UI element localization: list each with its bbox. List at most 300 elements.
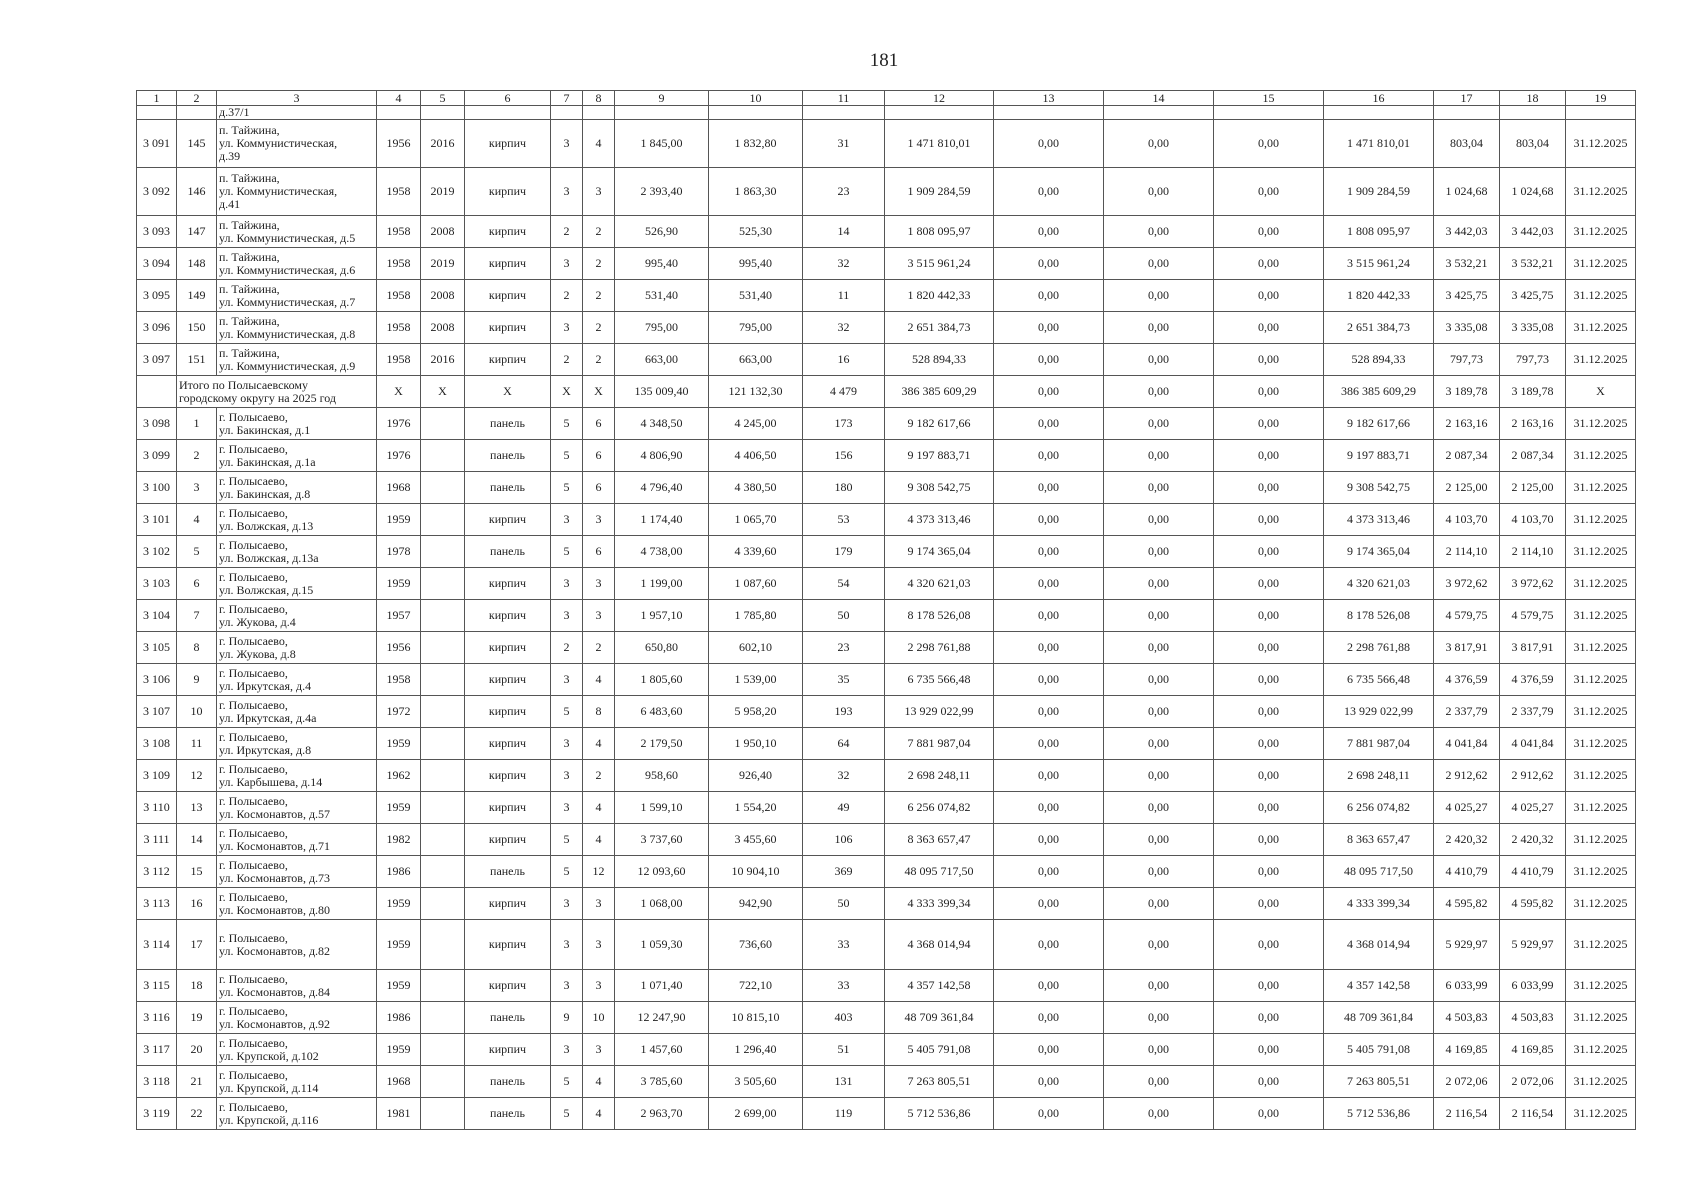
table-cell: 9 174 365,04 <box>1324 536 1434 568</box>
table-cell: 6 483,60 <box>615 696 709 728</box>
table-cell: 4 410,79 <box>1434 856 1500 888</box>
table-cell: 4 348,50 <box>615 408 709 440</box>
table-cell: 0,00 <box>1104 280 1214 312</box>
table-cell: 0,00 <box>1214 408 1324 440</box>
table-cell: 119 <box>803 1098 885 1130</box>
table-cell: кирпич <box>465 1034 551 1066</box>
table-cell: 6 <box>583 408 615 440</box>
table-cell: 11 <box>177 728 217 760</box>
table-cell: кирпич <box>465 632 551 664</box>
table-cell: кирпич <box>465 696 551 728</box>
table-cell: 0,00 <box>1104 1098 1214 1130</box>
table-cell: 31.12.2025 <box>1566 792 1636 824</box>
table-cell: 3 515 961,24 <box>885 248 994 280</box>
table-cell: 958,60 <box>615 760 709 792</box>
table-cell: 1972 <box>377 696 421 728</box>
table-cell <box>421 536 465 568</box>
table-cell: кирпич <box>465 970 551 1002</box>
table-cell: 3 107 <box>137 696 177 728</box>
address-cell <box>217 408 377 440</box>
table-cell: 5 <box>551 824 583 856</box>
table-cell: 1 071,40 <box>615 970 709 1002</box>
cell-line: г. Полысаево, <box>219 889 288 904</box>
table-row <box>137 728 1636 760</box>
cell-line: д.37/1 <box>219 105 250 119</box>
table-cell: 6 <box>583 472 615 504</box>
table-cell: 7 263 805,51 <box>1324 1066 1434 1098</box>
table-cell: кирпич <box>465 600 551 632</box>
table-cell: 2008 <box>421 312 465 344</box>
table-cell: 156 <box>803 440 885 472</box>
table-cell: 1 296,40 <box>709 1034 803 1066</box>
table-cell: 3 104 <box>137 600 177 632</box>
cell-line: ул. Иркутская, д.4а <box>219 710 317 725</box>
table-cell: 1976 <box>377 408 421 440</box>
table-cell <box>421 728 465 760</box>
cell-line: ул. Волжская, д.13 <box>219 518 314 533</box>
table-cell: 0,00 <box>1104 632 1214 664</box>
table-cell: 6 033,99 <box>1434 970 1500 1002</box>
table-cell: 995,40 <box>615 248 709 280</box>
table-cell: 1 863,30 <box>709 168 803 216</box>
table-cell <box>1434 106 1500 120</box>
table-cell: 803,04 <box>1434 120 1500 168</box>
table-cell: 3 515 961,24 <box>1324 248 1434 280</box>
cell-line: г. Полысаево, <box>219 825 288 840</box>
table-cell: 0,00 <box>1104 1034 1214 1066</box>
table-cell: кирпич <box>465 280 551 312</box>
table-cell: 4 025,27 <box>1434 792 1500 824</box>
table-cell: 2 912,62 <box>1500 760 1566 792</box>
table-cell: 193 <box>803 696 885 728</box>
table-cell: 3 <box>551 970 583 1002</box>
table-cell <box>137 376 177 408</box>
table-cell: 3 532,21 <box>1434 248 1500 280</box>
table-cell: 5 712 536,86 <box>1324 1098 1434 1130</box>
table-row <box>137 106 1636 120</box>
table-cell: 2 698 248,11 <box>885 760 994 792</box>
table-cell: 803,04 <box>1500 120 1566 168</box>
table-cell: 2019 <box>421 168 465 216</box>
table-cell: 2 087,34 <box>1500 440 1566 472</box>
table-cell: 3 <box>551 248 583 280</box>
table-cell: 0,00 <box>1214 440 1324 472</box>
table-cell: 0,00 <box>1214 376 1324 408</box>
table-cell: 4 595,82 <box>1434 888 1500 920</box>
table-cell: 1959 <box>377 728 421 760</box>
table-cell: 4 320 621,03 <box>1324 568 1434 600</box>
table-cell: 3 <box>551 312 583 344</box>
table-cell: 1 539,00 <box>709 664 803 696</box>
table-cell: 2 116,54 <box>1434 1098 1500 1130</box>
table-cell: 0,00 <box>1104 120 1214 168</box>
table-cell: 15 <box>177 856 217 888</box>
table-cell: 3 096 <box>137 312 177 344</box>
table-cell: 1 068,00 <box>615 888 709 920</box>
table-cell: 2 337,79 <box>1434 696 1500 728</box>
table-cell: 4 <box>583 728 615 760</box>
address-cell <box>217 248 377 280</box>
table-cell <box>885 106 994 120</box>
table-cell: 3 455,60 <box>709 824 803 856</box>
table-cell: 2 698 248,11 <box>1324 760 1434 792</box>
table-cell: 3 <box>551 760 583 792</box>
cell-line: ул. Коммунистическая, д.7 <box>219 294 356 309</box>
table-cell: 1968 <box>377 472 421 504</box>
table-cell: 0,00 <box>1104 824 1214 856</box>
cell-line: ул. Жукова, д.8 <box>219 646 296 661</box>
table-cell: 995,40 <box>709 248 803 280</box>
column-number: 6 <box>465 91 551 106</box>
cell-line: ул. Космонавтов, д.84 <box>219 984 331 999</box>
total-row <box>137 376 1636 408</box>
table-cell: 0,00 <box>994 1002 1104 1034</box>
table-cell: 33 <box>803 920 885 970</box>
table-cell: 2 420,32 <box>1500 824 1566 856</box>
table-cell: 0,00 <box>994 696 1104 728</box>
column-number: 4 <box>377 91 421 106</box>
table-cell: 31.12.2025 <box>1566 1066 1636 1098</box>
table-cell: 149 <box>177 280 217 312</box>
table-cell: 3 817,91 <box>1434 632 1500 664</box>
table-cell: 0,00 <box>1214 120 1324 168</box>
table-cell: 1 599,10 <box>615 792 709 824</box>
table-cell: 8 178 526,08 <box>1324 600 1434 632</box>
table-cell: 736,60 <box>709 920 803 970</box>
address-cell <box>217 344 377 376</box>
table-cell: 0,00 <box>994 536 1104 568</box>
table-cell: 31.12.2025 <box>1566 536 1636 568</box>
table-cell: 3 098 <box>137 408 177 440</box>
table-cell: 3 110 <box>137 792 177 824</box>
table-cell: 0,00 <box>994 168 1104 216</box>
table-cell: 3 425,75 <box>1500 280 1566 312</box>
table-row <box>137 632 1636 664</box>
column-number: 3 <box>217 91 377 106</box>
table-cell <box>1566 106 1636 120</box>
table-cell: 0,00 <box>1104 312 1214 344</box>
table-cell: 2 116,54 <box>1500 1098 1566 1130</box>
table-cell: 31.12.2025 <box>1566 408 1636 440</box>
table-cell: 926,40 <box>709 760 803 792</box>
cell-line: г. Полысаево, <box>219 441 288 456</box>
table-cell: 4 320 621,03 <box>885 568 994 600</box>
table-row <box>137 760 1636 792</box>
table-cell: 4 406,50 <box>709 440 803 472</box>
table-cell: панель <box>465 536 551 568</box>
table-cell: 5 <box>551 696 583 728</box>
table-cell: 3 112 <box>137 856 177 888</box>
table-cell: 31.12.2025 <box>1566 888 1636 920</box>
table-row <box>137 504 1636 536</box>
table-cell <box>421 1002 465 1034</box>
table-cell: 0,00 <box>1104 664 1214 696</box>
table-cell: 0,00 <box>1104 408 1214 440</box>
table-cell <box>803 106 885 120</box>
cell-line: ул. Иркутская, д.4 <box>219 678 312 693</box>
table-cell: 8 363 657,47 <box>885 824 994 856</box>
table-cell: 0,00 <box>1214 888 1324 920</box>
table-cell: кирпич <box>465 312 551 344</box>
cell-line: г. Полысаево, <box>219 930 288 945</box>
table-row <box>137 216 1636 248</box>
table-cell <box>377 106 421 120</box>
table-cell: 5 <box>551 472 583 504</box>
table-cell: 6 256 074,82 <box>885 792 994 824</box>
table-cell: 31.12.2025 <box>1566 1002 1636 1034</box>
table-cell: 179 <box>803 536 885 568</box>
table-cell: 1 808 095,97 <box>885 216 994 248</box>
table-cell: 31.12.2025 <box>1566 970 1636 1002</box>
table-cell: 942,90 <box>709 888 803 920</box>
table-cell: 3 108 <box>137 728 177 760</box>
address-cell <box>217 312 377 344</box>
table-cell: 3 335,08 <box>1434 312 1500 344</box>
table-cell: 4 796,40 <box>615 472 709 504</box>
table-cell: 31.12.2025 <box>1566 920 1636 970</box>
table-cell <box>421 888 465 920</box>
table-cell: 5 <box>551 856 583 888</box>
cell-line: ул. Бакинская, д.1а <box>219 454 316 469</box>
table-cell: 0,00 <box>1104 504 1214 536</box>
table-cell: 146 <box>177 168 217 216</box>
table-cell: 48 709 361,84 <box>885 1002 994 1034</box>
table-cell: 4 376,59 <box>1434 664 1500 696</box>
table-cell: 2 <box>583 280 615 312</box>
address-cell <box>217 472 377 504</box>
table-cell: 1 087,60 <box>709 568 803 600</box>
table-cell: 3 094 <box>137 248 177 280</box>
table-cell: 9 <box>551 1002 583 1034</box>
table-cell: 2 179,50 <box>615 728 709 760</box>
table-cell: 3 091 <box>137 120 177 168</box>
table-cell: 1959 <box>377 888 421 920</box>
table-cell: 0,00 <box>1214 168 1324 216</box>
cell-line: ул. Коммунистическая, д.5 <box>219 230 356 245</box>
table-cell <box>421 792 465 824</box>
table-cell: 2 <box>551 632 583 664</box>
table-cell: X <box>551 376 583 408</box>
table-cell: 49 <box>803 792 885 824</box>
table-cell: X <box>583 376 615 408</box>
column-number: 2 <box>177 91 217 106</box>
table-cell: панель <box>465 1002 551 1034</box>
address-cell <box>217 970 377 1002</box>
address-cell <box>217 1002 377 1034</box>
table-cell: 3 <box>583 568 615 600</box>
table-cell: 1 059,30 <box>615 920 709 970</box>
table-cell: 2 298 761,88 <box>885 632 994 664</box>
table-cell: 50 <box>803 888 885 920</box>
table-cell: 3 442,03 <box>1500 216 1566 248</box>
table-cell: 1958 <box>377 216 421 248</box>
table-cell: 0,00 <box>994 216 1104 248</box>
table-cell: 650,80 <box>615 632 709 664</box>
table-cell: 20 <box>177 1034 217 1066</box>
table-cell: 3 102 <box>137 536 177 568</box>
table-cell: 6 <box>177 568 217 600</box>
table-cell: 3 103 <box>137 568 177 600</box>
table-cell: 4 357 142,58 <box>885 970 994 1002</box>
table-cell: 2 087,34 <box>1434 440 1500 472</box>
table-cell: 0,00 <box>1104 970 1214 1002</box>
table-cell: 0,00 <box>1104 728 1214 760</box>
table-cell: 3 <box>583 600 615 632</box>
table-cell: 1959 <box>377 568 421 600</box>
table-cell: 10 815,10 <box>709 1002 803 1034</box>
cell-line: п. Тайжина, <box>219 281 280 296</box>
table-cell: 4 376,59 <box>1500 664 1566 696</box>
table-cell: 4 103,70 <box>1500 504 1566 536</box>
table-cell: 0,00 <box>1214 472 1324 504</box>
housing-register-table <box>136 90 1636 1130</box>
table-cell: 1 950,10 <box>709 728 803 760</box>
cell-line: ул. Коммунистическая, д.8 <box>219 326 356 341</box>
table-cell: 1982 <box>377 824 421 856</box>
table-cell: 7 263 805,51 <box>885 1066 994 1098</box>
column-number: 10 <box>709 91 803 106</box>
table-cell: 3 109 <box>137 760 177 792</box>
cell-line: ул. Коммунистическая, <box>219 184 338 198</box>
table-cell: 0,00 <box>1104 376 1214 408</box>
table-cell: 0,00 <box>994 920 1104 970</box>
table-cell: 1 457,60 <box>615 1034 709 1066</box>
cell-line: ул. Бакинская, д.8 <box>219 486 311 501</box>
table-cell: 53 <box>803 504 885 536</box>
cell-line: п. Тайжина, <box>219 217 280 232</box>
cell-line: ул. Космонавтов, д.73 <box>219 870 331 885</box>
table-cell: 0,00 <box>1104 248 1214 280</box>
table-cell: 3 <box>551 888 583 920</box>
table-cell: 7 <box>177 600 217 632</box>
table-cell: 145 <box>177 120 217 168</box>
table-cell: 0,00 <box>1214 216 1324 248</box>
table-cell: 0,00 <box>1214 600 1324 632</box>
table-cell: 0,00 <box>1104 168 1214 216</box>
table-cell: 0,00 <box>994 888 1104 920</box>
table-cell <box>421 1098 465 1130</box>
cell-line: ул. Коммунистическая, <box>219 136 338 150</box>
table-cell: 1 554,20 <box>709 792 803 824</box>
table-cell: 148 <box>177 248 217 280</box>
table-cell: 2 393,40 <box>615 168 709 216</box>
table-cell: 2 420,32 <box>1434 824 1500 856</box>
table-cell: 32 <box>803 312 885 344</box>
table-cell <box>994 106 1104 120</box>
table-cell: 4 595,82 <box>1500 888 1566 920</box>
table-cell: 3 972,62 <box>1434 568 1500 600</box>
table-cell: панель <box>465 1098 551 1130</box>
table-cell: 4 806,90 <box>615 440 709 472</box>
table-cell: кирпич <box>465 168 551 216</box>
table-cell: кирпич <box>465 216 551 248</box>
table-cell: 3 106 <box>137 664 177 696</box>
table-cell: 1978 <box>377 536 421 568</box>
table-cell: 9 308 542,75 <box>1324 472 1434 504</box>
table-cell: 4 <box>583 1066 615 1098</box>
table-cell: 0,00 <box>994 440 1104 472</box>
table-cell: 4 579,75 <box>1434 600 1500 632</box>
table-cell: 7 881 987,04 <box>885 728 994 760</box>
table-cell: 2019 <box>421 248 465 280</box>
table-cell: 5 958,20 <box>709 696 803 728</box>
address-cell <box>217 1034 377 1066</box>
table-cell: 1959 <box>377 1034 421 1066</box>
table-cell: 12 093,60 <box>615 856 709 888</box>
address-cell <box>217 728 377 760</box>
table-cell: 1 024,68 <box>1434 168 1500 216</box>
table-cell: 2 <box>177 440 217 472</box>
table-cell: 14 <box>803 216 885 248</box>
table-cell: 2 125,00 <box>1434 472 1500 504</box>
table-cell: 2 114,10 <box>1434 536 1500 568</box>
table-cell: 5 929,97 <box>1434 920 1500 970</box>
table-cell <box>1214 106 1324 120</box>
table-cell: 51 <box>803 1034 885 1066</box>
table-cell: 3 <box>583 168 615 216</box>
table-cell: 2 651 384,73 <box>885 312 994 344</box>
table-cell: 1976 <box>377 440 421 472</box>
table-cell: 0,00 <box>994 632 1104 664</box>
table-cell: 3 442,03 <box>1434 216 1500 248</box>
table-cell <box>583 106 615 120</box>
table-cell: 6 <box>583 440 615 472</box>
table-cell: 2 <box>583 632 615 664</box>
table-cell: 5 <box>551 1066 583 1098</box>
table-cell: 3 737,60 <box>615 824 709 856</box>
address-cell <box>217 792 377 824</box>
table-cell: 0,00 <box>994 312 1104 344</box>
table-cell: 0,00 <box>994 856 1104 888</box>
table-cell: 2 <box>583 216 615 248</box>
cell-line: ул. Космонавтов, д.80 <box>219 902 331 917</box>
table-cell: 3 <box>551 728 583 760</box>
cell-line: ул. Волжская, д.15 <box>219 582 314 597</box>
table-cell: 3 <box>551 792 583 824</box>
table-cell: 0,00 <box>994 664 1104 696</box>
table-cell: 663,00 <box>709 344 803 376</box>
table-cell: 3 <box>551 664 583 696</box>
address-cell <box>217 632 377 664</box>
address-cell <box>217 168 377 216</box>
table-cell: X <box>1566 376 1636 408</box>
table-cell: 0,00 <box>1104 568 1214 600</box>
table-cell: 4 041,84 <box>1434 728 1500 760</box>
table-cell: 9 308 542,75 <box>885 472 994 504</box>
table-cell: 1959 <box>377 970 421 1002</box>
address-cell <box>217 280 377 312</box>
table-row <box>137 600 1636 632</box>
table-cell: 0,00 <box>994 120 1104 168</box>
table-cell: 2 651 384,73 <box>1324 312 1434 344</box>
table-cell: 19 <box>177 1002 217 1034</box>
table-cell: 13 929 022,99 <box>885 696 994 728</box>
table-cell: 0,00 <box>1214 1066 1324 1098</box>
table-cell: 1968 <box>377 1066 421 1098</box>
table-cell: 31.12.2025 <box>1566 504 1636 536</box>
table-cell: 1962 <box>377 760 421 792</box>
table-cell: 173 <box>803 408 885 440</box>
table-cell: 1 <box>177 408 217 440</box>
table-cell: 2016 <box>421 344 465 376</box>
table-cell: 4 368 014,94 <box>1324 920 1434 970</box>
address-cell <box>217 600 377 632</box>
cell-line: г. Полысаево, <box>219 473 288 488</box>
column-number: 11 <box>803 91 885 106</box>
table-cell: 5 <box>551 408 583 440</box>
table-cell <box>709 106 803 120</box>
table-cell: 0,00 <box>1104 1066 1214 1098</box>
